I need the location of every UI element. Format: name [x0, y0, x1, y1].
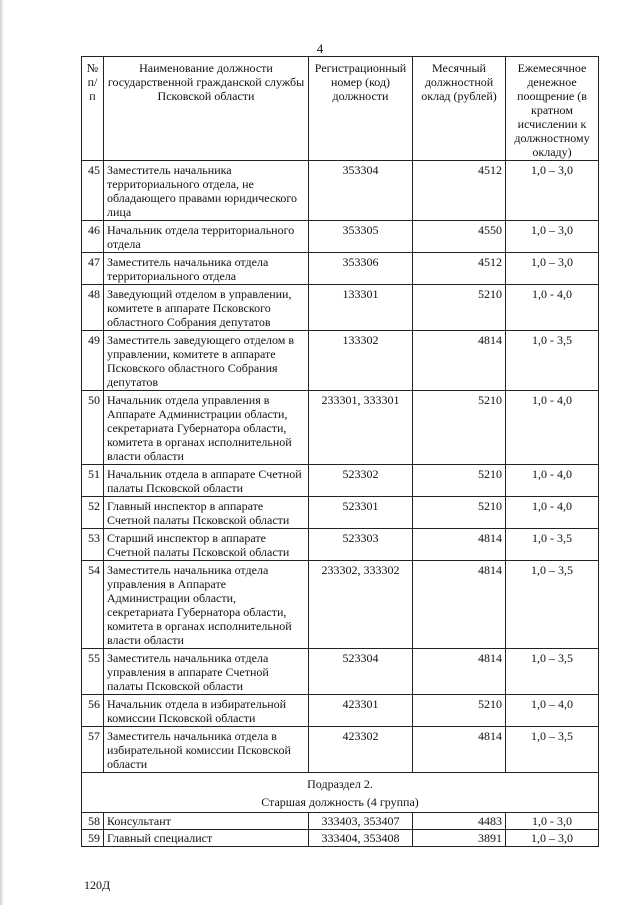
table-row [82, 813, 599, 830]
subsection-body [82, 773, 599, 813]
row-registration-code: 333403, 353407 [309, 813, 413, 830]
subsection-row [82, 773, 599, 813]
row-number: 58 [82, 813, 104, 830]
header-monthly-bonus: Ежемесячное денежное поощрение (в кратном исчислении к должностному окладу) [506, 57, 599, 161]
table-header-row [82, 57, 599, 161]
row-number: 48 [82, 285, 104, 331]
row-registration-code: 333404, 353408 [309, 830, 413, 847]
table-row [82, 649, 599, 695]
row-number: 55 [82, 649, 104, 695]
row-position-name: Заведующий отделом в управлении, комитете в аппарате Псковского областного Собрания депутатов [104, 285, 309, 331]
row-registration-code: 423301 [309, 695, 413, 727]
row-salary: 4512 [413, 253, 506, 285]
table-row [82, 695, 599, 727]
row-position-name: Старший инспектор в аппарате Счетной палаты Псковской области [104, 529, 309, 561]
row-position-name: Начальник отдела территориального отдела [104, 221, 309, 253]
row-bonus-coefficient: 1,0 - 4,0 [506, 391, 599, 465]
row-position-name: Начальник отдела в избирательной комиссии Псковской области [104, 695, 309, 727]
table-row [82, 285, 599, 331]
row-registration-code: 353305 [309, 221, 413, 253]
row-position-name: Заместитель начальника территориального отдела, не обладающего правами юридического лица [104, 161, 309, 221]
header-registration-code: Регистрационный номер (код) должности [309, 57, 413, 161]
row-registration-code: 353304 [309, 161, 413, 221]
table-row [82, 161, 599, 221]
row-salary: 4814 [413, 727, 506, 773]
row-bonus-coefficient: 1,0 – 4,0 [506, 695, 599, 727]
table-row [82, 465, 599, 497]
row-bonus-coefficient: 1,0 – 3,5 [506, 561, 599, 649]
row-position-name: Заместитель начальника отдела в избирательной комиссии Псковской области [104, 727, 309, 773]
row-number: 57 [82, 727, 104, 773]
subsection-title [82, 773, 599, 813]
row-registration-code: 353306 [309, 253, 413, 285]
row-registration-code: 133301 [309, 285, 413, 331]
header-number: № п/п [82, 57, 104, 161]
table-row [82, 221, 599, 253]
table-row [82, 561, 599, 649]
row-registration-code: 233302, 333302 [309, 561, 413, 649]
row-registration-code: 133302 [309, 331, 413, 391]
row-bonus-coefficient: 1,0 - 4,0 [506, 285, 599, 331]
row-salary: 5210 [413, 695, 506, 727]
row-salary: 3891 [413, 830, 506, 847]
row-bonus-coefficient: 1,0 - 3,5 [506, 529, 599, 561]
row-registration-code: 423302 [309, 727, 413, 773]
row-bonus-coefficient: 1,0 – 3,0 [506, 161, 599, 221]
row-bonus-coefficient: 1,0 – 3,0 [506, 253, 599, 285]
row-registration-code: 233301, 333301 [309, 391, 413, 465]
table-row [82, 391, 599, 465]
row-number: 51 [82, 465, 104, 497]
row-salary: 4512 [413, 161, 506, 221]
row-position-name: Главный инспектор в аппарате Счетной палаты Псковской области [104, 497, 309, 529]
table-row [82, 830, 599, 847]
row-salary: 5210 [413, 497, 506, 529]
row-registration-code: 523304 [309, 649, 413, 695]
row-position-name: Начальник отдела в аппарате Счетной палаты Псковской области [104, 465, 309, 497]
row-number: 47 [82, 253, 104, 285]
row-position-name: Консультант [104, 813, 309, 830]
row-number: 46 [82, 221, 104, 253]
row-salary: 5210 [413, 391, 506, 465]
row-bonus-coefficient: 1,0 – 3,5 [506, 649, 599, 695]
row-registration-code: 523301 [309, 497, 413, 529]
row-position-name: Заместитель начальника отдела управления в аппарате Счетной палаты Псковской области [104, 649, 309, 695]
row-salary: 4483 [413, 813, 506, 830]
row-number: 52 [82, 497, 104, 529]
header-position-name: Наименование должности государственной гражданской службы Псковской области [104, 57, 309, 161]
row-salary: 4814 [413, 529, 506, 561]
table-row [82, 497, 599, 529]
row-number: 50 [82, 391, 104, 465]
row-salary: 4814 [413, 331, 506, 391]
row-number: 53 [82, 529, 104, 561]
row-bonus-coefficient: 1,0 - 3,0 [506, 813, 599, 830]
row-position-name: Начальник отдела управления в Аппарате Администрации области, секретариата Губернатора области, комитета в органах исполнительной власти области [104, 391, 309, 465]
footer-code: 120Д [84, 878, 111, 892]
row-bonus-coefficient: 1,0 – 3,0 [506, 221, 599, 253]
row-bonus-coefficient: 1,0 – 3,0 [506, 830, 599, 847]
row-bonus-coefficient: 1,0 – 3,5 [506, 727, 599, 773]
row-registration-code: 523302 [309, 465, 413, 497]
table-row [82, 529, 599, 561]
row-salary: 4550 [413, 221, 506, 253]
row-salary: 4814 [413, 561, 506, 649]
table-body-2 [82, 813, 599, 847]
row-position-name: Главный специалист [104, 830, 309, 847]
header-monthly-salary: Месячный должностной оклад (рублей) [413, 57, 506, 161]
page-edge [0, 0, 4, 905]
row-position-name: Заместитель заведующего отделом в управлении, комитете в аппарате Псковского областного Собрания депутатов [104, 331, 309, 391]
table-row [82, 253, 599, 285]
row-registration-code: 523303 [309, 529, 413, 561]
row-bonus-coefficient: 1,0 - 4,0 [506, 497, 599, 529]
table-row [82, 331, 599, 391]
subsection-line-2: Старшая должность (4 группа) [261, 795, 419, 809]
row-number: 49 [82, 331, 104, 391]
row-bonus-coefficient: 1,0 - 3,5 [506, 331, 599, 391]
row-number: 59 [82, 830, 104, 847]
row-number: 56 [82, 695, 104, 727]
row-salary: 5210 [413, 465, 506, 497]
row-number: 54 [82, 561, 104, 649]
row-bonus-coefficient: 1,0 - 4,0 [506, 465, 599, 497]
row-number: 45 [82, 161, 104, 221]
table-body [82, 161, 599, 773]
row-salary: 4814 [413, 649, 506, 695]
row-position-name: Заместитель начальника отдела территориального отдела [104, 253, 309, 285]
table-row [82, 727, 599, 773]
page-number: 4 [316, 41, 324, 56]
subsection-line-1: Подраздел 2. [307, 777, 373, 791]
row-position-name: Заместитель начальника отдела управления в Аппарате Администрации области, секретариата Губернатора области, комитета в органах исполнительной власти области [104, 561, 309, 649]
row-salary: 5210 [413, 285, 506, 331]
positions-table [81, 56, 599, 847]
